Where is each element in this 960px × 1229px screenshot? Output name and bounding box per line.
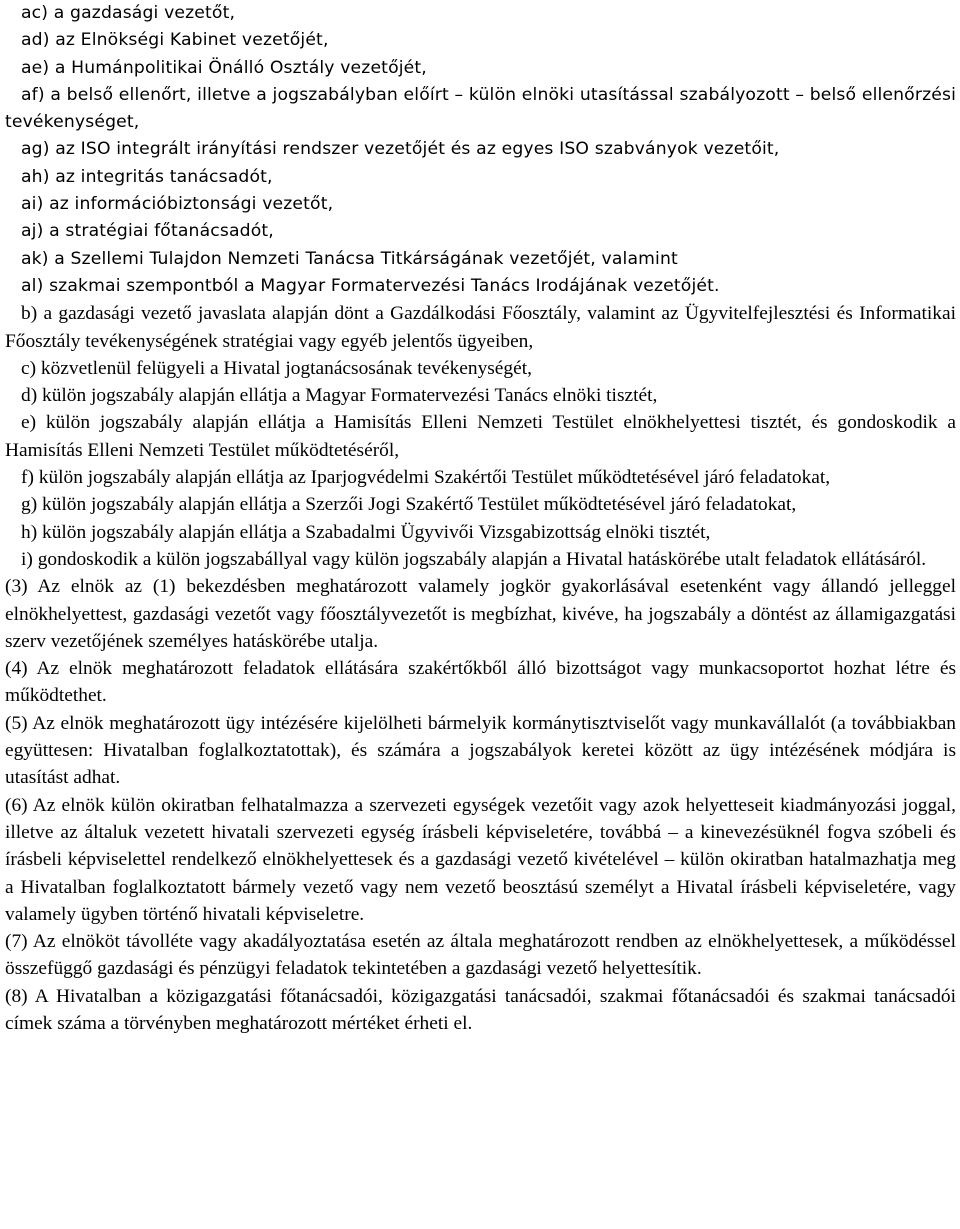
- paragraph-7: (7) Az elnököt távolléte vagy akadályoztatása esetén az általa meghatározott rendben az elnökhelyettesek, a működéssel összefüggő gazdasági és pénzügyi feladatok tekintetében a gazdasági vezető helyettesítik.: [5, 931, 956, 980]
- item-c: c) közvetlenül felügyeli a Hivatal jogtanácsosának tevékenységét,: [21, 357, 532, 379]
- item-ag: ag) az ISO integrált irányítási rendszer vezetőjét és az egyes ISO szabványok vezetőit,: [21, 139, 780, 160]
- item-i: i) gondoskodik a külön jogszabállyal vagy külön jogszabály alapján a Hivatal hatáskörébe utalt feladatok ellátásáról.: [21, 548, 927, 570]
- item-h: h) külön jogszabály alapján ellátja a Szabadalmi Ügyvivői Vizsgabizottság elnöki tisztét,: [21, 521, 711, 543]
- item-e: e) külön jogszabály alapján ellátja a Hamisítás Elleni Nemzeti Testület elnökhelyettesi tisztét, és gondoskodik a Hamisítás Elleni Nemzeti Testület működtetéséről,: [5, 412, 956, 461]
- paragraph-8: (8) A Hivatalban a közigazgatási főtanácsadói, közigazgatási tanácsadói, szakmai főtanácsadói és szakmai tanácsadói címek száma a törvényben meghatározott mértéket érheti el.: [5, 985, 956, 1034]
- item-ae: ae) a Humánpolitikai Önálló Osztály vezetőjét,: [21, 57, 427, 78]
- item-ak: ak) a Szellemi Tulajdon Nemzeti Tanácsa Titkárságának vezetőjét, valamint: [21, 248, 678, 269]
- item-b: b) a gazdasági vezető javaslata alapján dönt a Gazdálkodási Főosztály, valamint az Ügyvitelfejlesztési és Informatikai Főosztály tevékenységének stratégiai vagy egyéb jelentős ügyeiben,: [5, 303, 956, 352]
- item-ad: ad) az Elnökségi Kabinet vezetőjét,: [21, 30, 329, 51]
- item-al: al) szakmai szempontból a Magyar Formatervezési Tanács Irodájának vezetőjét.: [21, 275, 720, 296]
- item-g: g) külön jogszabály alapján ellátja a Szerzői Jogi Szakértő Testület működtetésével járó feladatokat,: [21, 494, 797, 516]
- item-aj: aj) a stratégiai főtanácsadót,: [21, 221, 274, 242]
- paragraph-6: (6) Az elnök külön okiratban felhatalmazza a szervezeti egységek vezetőit vagy azok helyetteseit kiadmányozási joggal, illetve az általuk vezetett hivatali szervezeti egység írásbeli képviseletére, továbbá – a kinevezésüknél fogva szóbeli és írásbeli képviselettel rendelkező elnökhelyettesek és a gazdasági vezető kivételével – külön okiratban hatalmazhatja meg a Hivatalban foglalkoztatott bármely vezető vagy nem vezető beosztású személyt a Hivatal írásbeli képviseletére, vagy valamely ügyben történő hivatali képviseletre.: [5, 794, 956, 925]
- document-body: [5, 0, 956, 1037]
- item-d: d) külön jogszabály alapján ellátja a Magyar Formatervezési Tanács elnöki tisztét,: [21, 385, 658, 407]
- item-ai: ai) az információbiztonsági vezetőt,: [21, 194, 334, 215]
- paragraph-5: (5) Az elnök meghatározott ügy intézésére kijelölheti bármelyik kormánytisztviselőt vagy munkavállalót (a továbbiakban együttesen: Hivatalban foglalkoztatottak), és számára a jogszabályok keretei között az ügy intézésének módjára is utasítást adhat.: [5, 712, 956, 789]
- item-f: f) külön jogszabály alapján ellátja az Iparjogvédelmi Szakértői Testület működtetésével járó feladatokat,: [21, 467, 831, 489]
- paragraph-3: (3) Az elnök az (1) bekezdésben meghatározott valamely jogkör gyakorlásával esetenként vagy állandó jelleggel elnökhelyettest, gazdasági vezetőt vagy főosztályvezetőt is megbízhat, kivéve, ha jogszabály a döntést az államigazgatási szerv vezetőjének személyes hatáskörébe utalja.: [5, 576, 956, 652]
- paragraph-4: (4) Az elnök meghatározott feladatok ellátására szakértőkből álló bizottságot vagy munkacsoportot hozhat létre és működtethet.: [5, 658, 956, 707]
- item-ac: ac) a gazdasági vezetőt,: [21, 3, 236, 23]
- item-ah: ah) az integritás tanácsadót,: [21, 166, 273, 187]
- item-af: af) a belső ellenőrt, illetve a jogszabályban előírt – külön elnöki utasítással szabályozott – belső ellenőrzési tevékenységet,: [5, 84, 956, 133]
